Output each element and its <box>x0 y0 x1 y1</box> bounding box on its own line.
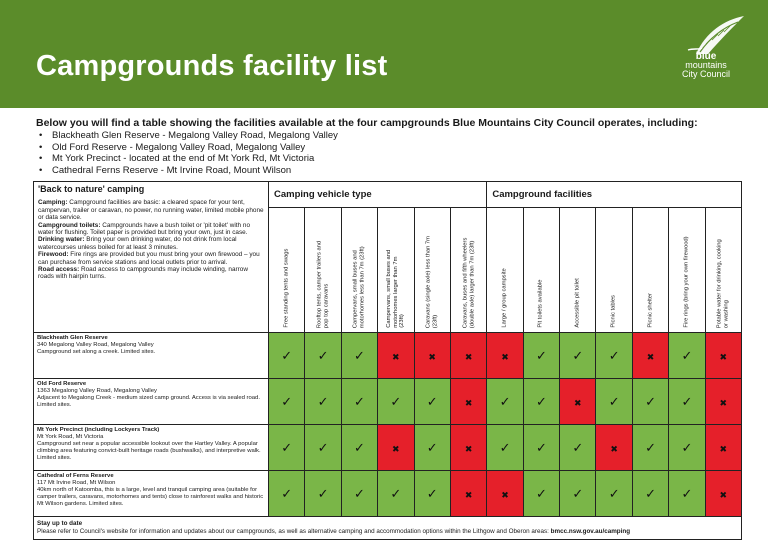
unavailable-cross-icon: ✖ <box>450 471 486 517</box>
campground-description: Mt York Road, Mt Victoria <box>37 434 104 440</box>
available-check-icon: ✓ <box>596 471 632 517</box>
unavailable-cross-icon: ✖ <box>705 379 741 425</box>
column-header-label: Free standing tents and swags <box>283 249 290 328</box>
available-check-icon: ✓ <box>269 425 305 471</box>
campground-list-item: • Cathedral Ferns Reserve - Mt Irvine Road, Mount Wilson <box>52 165 756 177</box>
footer-row <box>34 517 742 540</box>
unavailable-cross-icon: ✖ <box>487 333 523 379</box>
available-check-icon: ✓ <box>632 379 668 425</box>
available-check-icon: ✓ <box>378 379 414 425</box>
available-check-icon: ✓ <box>378 471 414 517</box>
available-check-icon: ✓ <box>305 471 341 517</box>
campground-description: Campground set near a popular accessible lookout over the Hartley Valley. A popular climbing area featuring convict-built heritage roads (bushwalks), and interpretive walk. Limited sites. <box>37 441 261 461</box>
column-header-label: Campervans, small buses and motorhomes larger than 7m (23ft) <box>385 250 406 328</box>
camping-info-paragraph <box>38 266 264 281</box>
campground-list-item: • Old Ford Reserve - Megalong Valley Road, Megalong Valley <box>52 142 756 154</box>
column-header <box>487 208 523 333</box>
available-check-icon: ✓ <box>305 379 341 425</box>
column-header <box>414 208 450 333</box>
available-check-icon: ✓ <box>523 471 559 517</box>
column-header <box>450 208 486 333</box>
unavailable-cross-icon: ✖ <box>705 425 741 471</box>
unavailable-cross-icon: ✖ <box>705 471 741 517</box>
column-header <box>523 208 559 333</box>
camping-info-text: Bring your own drinking water, do not drink from local watercourses unless boiled for at least 3 minutes. <box>38 236 237 251</box>
campground-description: 40km north of Katoomba, this is a large, level and tranquil camping area (suitable for camper trailers, caravans, motorhomes and tents) close to rainforest walks and historic Mt Wilson gardens. Limited sites. <box>37 487 264 507</box>
unavailable-cross-icon: ✖ <box>378 333 414 379</box>
available-check-icon: ✓ <box>341 471 377 517</box>
campground-description: 117 Mt Irvine Road, Mt Wilson <box>37 480 116 486</box>
column-header-label: Caravans (single axle) less than 7m (23ft) <box>425 235 439 328</box>
available-check-icon: ✓ <box>269 333 305 379</box>
unavailable-cross-icon: ✖ <box>414 333 450 379</box>
camping-info-text: Road access to campgrounds may include winding, narrow roads with hairpin turns. <box>38 266 248 281</box>
available-check-icon: ✓ <box>596 333 632 379</box>
campground-cell <box>34 471 269 517</box>
campground-list <box>36 130 756 176</box>
footer-cell <box>34 517 742 540</box>
facilities-header: Campground facilities <box>487 182 742 208</box>
campground-description: 1363 Megalong Valley Road, Megalong Valley <box>37 388 157 394</box>
campground-description: Campground set along a creek. Limited sites. <box>37 349 156 355</box>
available-check-icon: ✓ <box>414 425 450 471</box>
unavailable-cross-icon: ✖ <box>560 379 596 425</box>
camping-info-label: Drinking water: <box>38 236 85 244</box>
available-check-icon: ✓ <box>487 425 523 471</box>
intro-text: Below you will find a table showing the facilities available at the four campgrounds Blue Mountains City Council operates, including: <box>36 117 698 129</box>
unavailable-cross-icon: ✖ <box>450 425 486 471</box>
camping-info-label: Camping: <box>38 199 68 207</box>
campground-name: Old Ford Reserve <box>37 381 87 387</box>
available-check-icon: ✓ <box>632 471 668 517</box>
camping-info-paragraph <box>38 222 264 237</box>
available-check-icon: ✓ <box>341 333 377 379</box>
unavailable-cross-icon: ✖ <box>378 425 414 471</box>
camping-info-text: Campground facilities are basic: a cleared space for your tent, campervan, trailer or caravan, no power, no running water, limited mobile phone or data service. <box>38 199 264 222</box>
available-check-icon: ✓ <box>305 333 341 379</box>
footer-link[interactable]: bmcc.nsw.gov.au/camping <box>550 528 631 535</box>
available-check-icon: ✓ <box>269 379 305 425</box>
available-check-icon: ✓ <box>560 471 596 517</box>
camping-info-text: Campgrounds have a bush toilet or 'pit toilet' with no water for flushing. Toilet paper is provided but bring your own, just in case. <box>38 221 250 237</box>
footer-text: Please refer to Council's website for information and updates about our campgrounds, as well as alternative camping and accommodation options within the Lithgow and Oberon areas: bmcc.nsw.gov.au/camping <box>37 528 631 535</box>
available-check-icon: ✓ <box>632 425 668 471</box>
column-header <box>705 208 741 333</box>
available-check-icon: ✓ <box>341 379 377 425</box>
campground-description: 340 Megalong Valley Road, Megalong Valley <box>37 342 154 348</box>
camping-info-cell <box>34 182 269 333</box>
vehicle-type-header: Camping vehicle type <box>269 182 487 208</box>
unavailable-cross-icon: ✖ <box>487 471 523 517</box>
available-check-icon: ✓ <box>560 333 596 379</box>
available-check-icon: ✓ <box>269 471 305 517</box>
campground-name: Cathedral of Ferns Reserve <box>37 473 114 479</box>
page-title: Campgrounds facility list <box>36 50 388 82</box>
camping-info-text: Fire rings are provided but you must bring your own firewood – you can purchase from service stations and local outlets prior to arrival. <box>38 251 260 266</box>
column-header-label: Potable water for drinking, cooking or washing <box>716 239 730 328</box>
column-header <box>596 208 632 333</box>
column-header <box>341 208 377 333</box>
table-row <box>34 333 742 379</box>
facility-table <box>33 181 742 540</box>
available-check-icon: ✓ <box>596 379 632 425</box>
campground-list-item: • Mt York Precinct - located at the end of Mt York Rd, Mt Victoria <box>52 153 756 165</box>
table-row <box>34 471 742 517</box>
campground-list-item: • Blackheath Glen Reserve - Megalong Valley Road, Megalong Valley <box>52 130 756 142</box>
column-header-label: Fire rings (bring your own firewood) <box>683 236 690 328</box>
intro-section <box>36 117 756 176</box>
camping-info-label: Firewood: <box>38 251 69 259</box>
unavailable-cross-icon: ✖ <box>705 333 741 379</box>
available-check-icon: ✓ <box>669 333 705 379</box>
available-check-icon: ✓ <box>487 379 523 425</box>
available-check-icon: ✓ <box>669 471 705 517</box>
camping-info-paragraph <box>38 236 264 251</box>
campground-name: Mt York Precinct (including Lockyers Track) <box>37 427 160 433</box>
column-header <box>669 208 705 333</box>
available-check-icon: ✓ <box>669 425 705 471</box>
camping-info-paragraph <box>38 251 264 266</box>
column-header-label: Picnic tables <box>610 295 617 328</box>
camping-info-title: 'Back to nature' camping <box>38 184 145 194</box>
column-header-label: Rooftop tents, camper trailers and pop top caravans <box>316 240 330 328</box>
column-header-label: Pit toilets available <box>538 279 545 328</box>
column-header-label: Picnic shelter <box>647 293 654 328</box>
campground-cell <box>34 425 269 471</box>
unavailable-cross-icon: ✖ <box>450 379 486 425</box>
column-header <box>305 208 341 333</box>
header-banner <box>0 0 768 108</box>
camping-info-paragraph <box>38 199 264 221</box>
unavailable-cross-icon: ✖ <box>450 333 486 379</box>
column-header <box>632 208 668 333</box>
unavailable-cross-icon: ✖ <box>596 425 632 471</box>
column-header-label: Accessible pit toilet <box>574 278 581 328</box>
column-header-label: Caravans, buses and fifth wheelers (double axle) larger than 7m (23ft) <box>462 237 475 328</box>
available-check-icon: ✓ <box>523 425 559 471</box>
logo-wordmark: blue mountains City Council <box>681 51 730 79</box>
column-header <box>269 208 305 333</box>
available-check-icon: ✓ <box>669 379 705 425</box>
column-header <box>378 208 414 333</box>
campground-cell <box>34 333 269 379</box>
column-header-label: Campervans, small buses and motorhomes less than 7m (23ft) <box>352 246 366 328</box>
available-check-icon: ✓ <box>523 379 559 425</box>
table-row <box>34 425 742 471</box>
campground-cell <box>34 379 269 425</box>
available-check-icon: ✓ <box>414 471 450 517</box>
available-check-icon: ✓ <box>523 333 559 379</box>
table-row <box>34 379 742 425</box>
camping-info-label: Road access: <box>38 266 80 274</box>
campground-name: Blackheath Glen Reserve <box>37 335 108 341</box>
campground-description: Adjacent to Megalong Creek - medium sized camp ground. Access is via sealed road. Limited sites. <box>37 395 260 408</box>
column-header-label: Large / group campsite <box>501 268 508 328</box>
camping-info-label: Campground toilets: <box>38 221 101 229</box>
available-check-icon: ✓ <box>341 425 377 471</box>
footer-title: Stay up to date <box>37 520 83 527</box>
column-header <box>560 208 596 333</box>
available-check-icon: ✓ <box>414 379 450 425</box>
available-check-icon: ✓ <box>305 425 341 471</box>
unavailable-cross-icon: ✖ <box>632 333 668 379</box>
available-check-icon: ✓ <box>560 425 596 471</box>
